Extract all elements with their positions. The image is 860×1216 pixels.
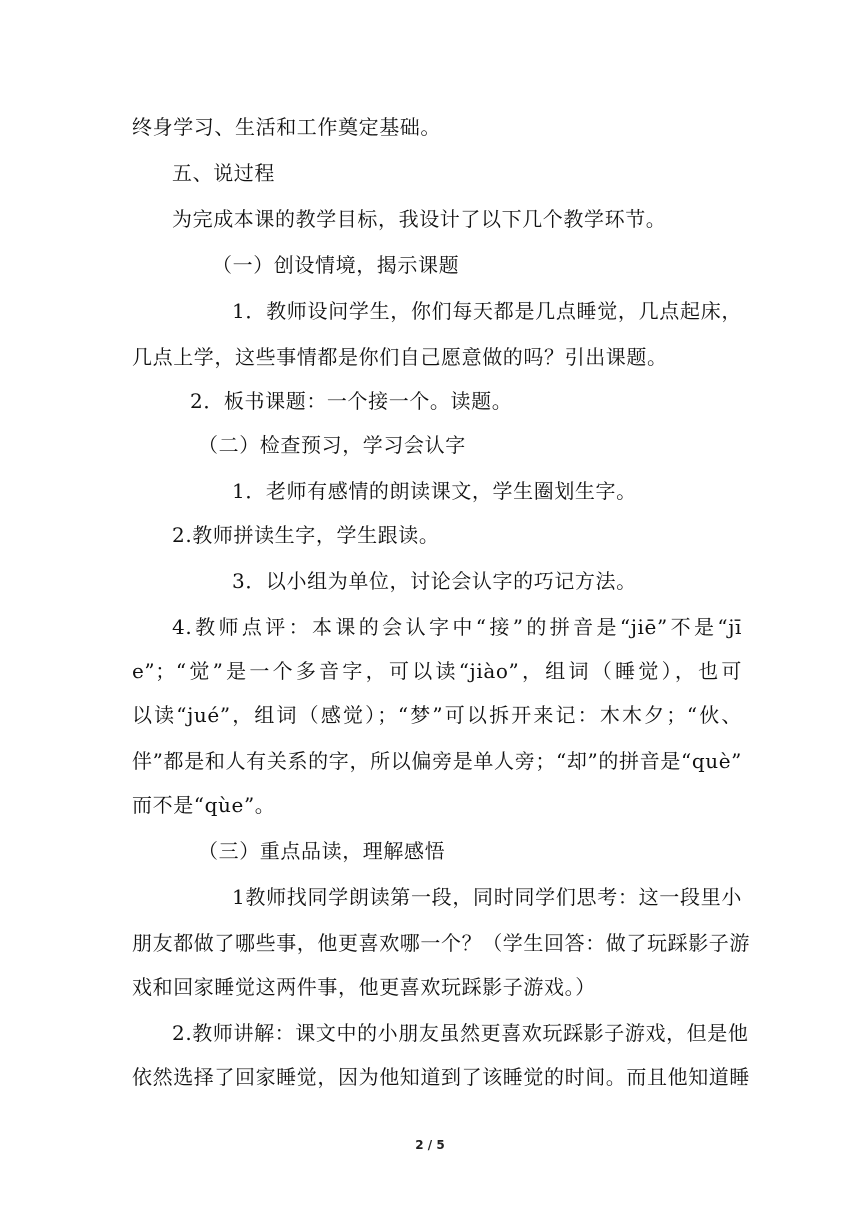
- text-line: 1．教师设问学生，你们每天都是几点睡觉，几点起床，: [232, 299, 742, 323]
- text-line: 以读“jué”，组词（感觉）；“梦”可以拆开来记：木木夕；“伙、: [132, 703, 742, 727]
- text-line: 而不是“qùe”。: [132, 793, 276, 817]
- text-line: 2．板书课题：一个接一个。读题。: [190, 389, 513, 413]
- text-line: 终身学习、生活和工作奠定基础。: [132, 115, 441, 139]
- text-line: 1教师找同学朗读第一段，同时同学们思考：这一段里小: [232, 885, 742, 909]
- text-line: 伴”都是和人有关系的字，所以偏旁是单人旁；“却”的拼音是“què”: [132, 749, 742, 773]
- text-line: 依然选择了回家睡觉，因为他知道到了该睡觉的时间。而且他知道睡: [132, 1065, 750, 1089]
- subsection-heading: （一）创设情境，揭示课题: [212, 253, 460, 277]
- text-line: 2.教师讲解：课文中的小朋友虽然更喜欢玩踩影子游戏，但是他: [172, 1021, 749, 1045]
- text-line: e”；“觉”是一个多音字，可以读“jiào”，组词（睡觉），也可: [132, 659, 742, 683]
- text-line: 3．以小组为单位，讨论会认字的巧记方法。: [232, 569, 637, 593]
- page-number: 2 / 5: [415, 1138, 445, 1152]
- text-line: 1．老师有感情的朗读课文，学生圈划生字。: [232, 479, 637, 503]
- text-line: 4.教师点评：本课的会认字中“接”的拼音是“jiē”不是“jī: [172, 615, 742, 639]
- text-line: 朋友都做了哪些事，他更喜欢哪一个？（学生回答：做了玩踩影子游: [132, 931, 750, 955]
- text-line: 2.教师拼读生字，学生跟读。: [172, 523, 440, 547]
- text-line: 为完成本课的教学目标，我设计了以下几个教学环节。: [172, 207, 667, 231]
- subsection-heading: （三）重点品读，理解感悟: [198, 839, 446, 863]
- text-line: 戏和回家睡觉这两件事，他更喜欢玩踩影子游戏。）: [132, 975, 596, 999]
- subsection-heading: （二）检查预习，学习会认字: [198, 433, 466, 457]
- text-line: 几点上学，这些事情都是你们自己愿意做的吗？引出课题。: [132, 345, 668, 369]
- section-heading: 五、说过程: [172, 161, 275, 185]
